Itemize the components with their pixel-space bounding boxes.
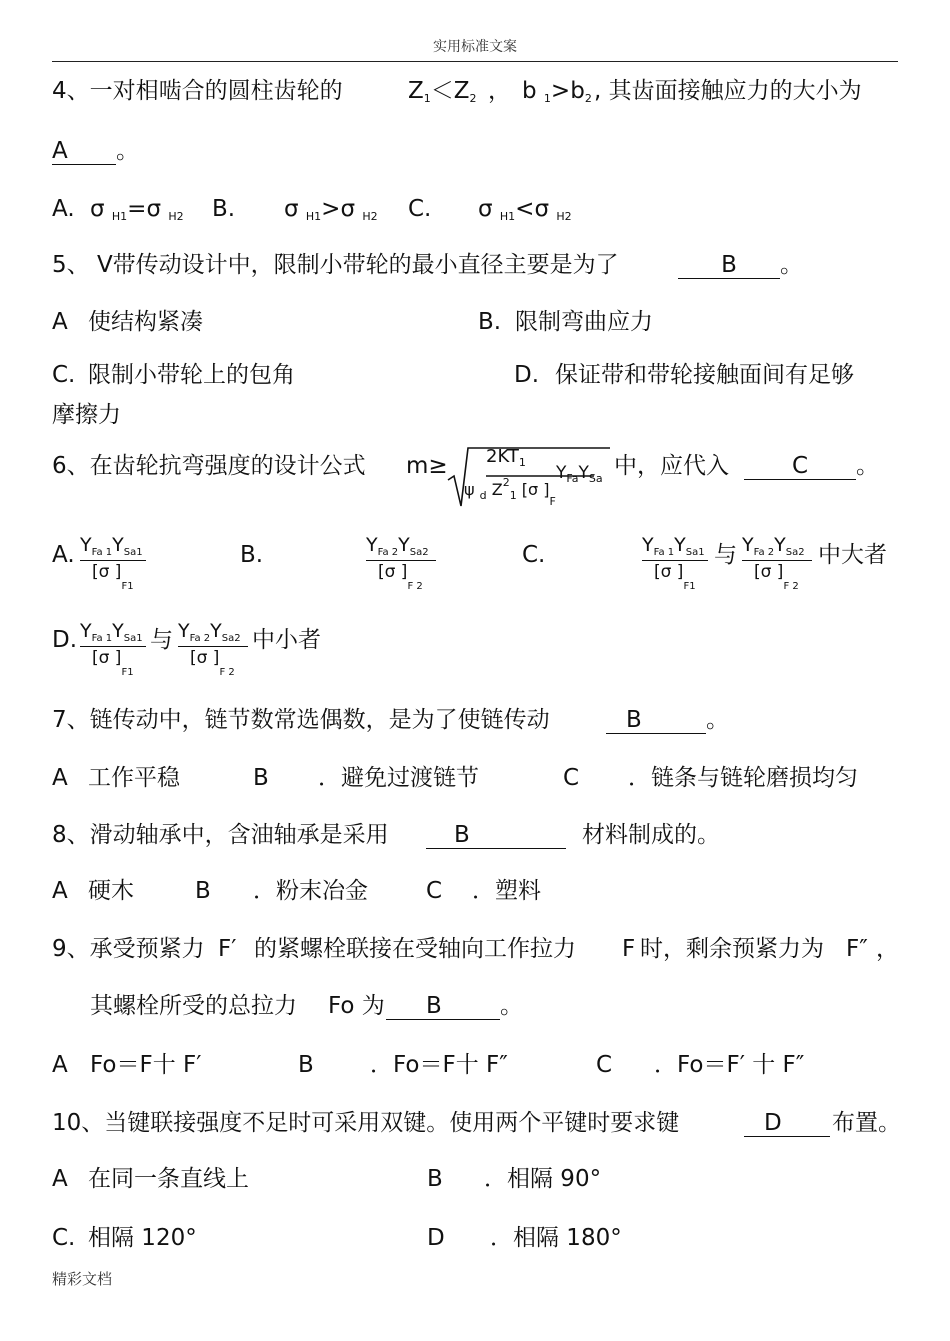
q8-option-a: 硬木: [88, 878, 134, 904]
q8-option-a-label: A: [52, 878, 68, 904]
q10-option-c: 相隔 120°: [88, 1225, 197, 1251]
q6-option-b-label: B.: [240, 542, 264, 568]
q6-answer: C: [744, 453, 856, 480]
q7-stem: 7、链传动中，链节数常选偶数，是为了使链传动: [52, 707, 550, 733]
q10-stem-tail: 布置。: [832, 1110, 901, 1136]
page-footer: 精彩文档: [52, 1270, 113, 1288]
q5-answer-line: B 。: [678, 250, 803, 280]
q6-option-b-fraction: $Y_{Fa 2}Y_{Sa2}$ [σ ]$_{F 2}$: [366, 534, 442, 592]
q10-option-b-label: B: [427, 1166, 443, 1192]
q10-option-a-label: A: [52, 1166, 68, 1192]
q10-option-c-label: C.: [52, 1225, 76, 1251]
q9-option-a-label: A: [52, 1052, 68, 1078]
q6-option-a-fraction: $Y_{Fa 1}Y_{Sa1}$ [σ ]$_{F1}$: [80, 534, 150, 592]
q6-formula-m: m≥: [406, 453, 448, 479]
q8-answer-line: [426, 820, 566, 850]
q6-formula-numerator: $2KT_1$: [486, 446, 526, 469]
q10-option-b: ．相隔 90°: [484, 1166, 602, 1192]
q6-option-a-label: A.: [52, 542, 75, 568]
q9-stem-1: 9、承受预紧力: [52, 936, 205, 962]
q6-option-c-fraction-1: $Y_{Fa 1}Y_{Sa1}$ [σ ]$_{F1}$: [642, 534, 712, 592]
q6-option-c-tail: 中大者: [818, 542, 887, 568]
q8-stem: 8、滑动轴承中，含油轴承是采用: [52, 822, 389, 848]
q6-option-d-label: D.: [52, 627, 78, 653]
q7-answer: B: [606, 707, 706, 734]
q6-option-c-fraction-2: $Y_{Fa 2}Y_{Sa2}$ [σ ]$_{F 2}$: [742, 534, 818, 592]
q5-option-d-label: D.: [514, 362, 540, 388]
q10-answer-line: [744, 1108, 830, 1138]
q6-stem-tail: 中，应代入: [614, 453, 729, 479]
q9-f: F: [622, 936, 636, 962]
q9-option-b: ．Fo＝F十 F″: [370, 1052, 508, 1078]
q6-option-d-fraction-2: $Y_{Fa 2}Y_{Sa2}$ [σ ]$_{F 2}$: [178, 620, 254, 678]
q4-comma: ，: [488, 78, 511, 104]
q9-stem-4: 其螺栓所受的总拉力: [90, 993, 297, 1019]
q6-option-c-yu: 与: [714, 542, 737, 568]
q9-option-a: Fo＝F十 F′: [90, 1052, 202, 1078]
q7-option-b: ．避免过渡链节: [318, 765, 479, 791]
q6-answer-line: C 。: [744, 451, 879, 481]
q4-b-relation: b 1>b2: [522, 78, 592, 105]
q9-fo: Fo 为: [328, 993, 385, 1019]
q6-formula-y-factors: $Y_{Fa}Y_{Sa}$: [556, 463, 603, 485]
q4-option-a-label: A.: [52, 196, 75, 222]
q5-option-c: 限制小带轮上的包角: [88, 362, 295, 388]
q6-option-d-fraction-1: $Y_{Fa 1}Y_{Sa1}$ [σ ]$_{F1}$: [80, 620, 150, 678]
q5-answer: B: [678, 252, 780, 279]
q5-option-b: 限制弯曲应力: [515, 309, 653, 335]
q10-option-d: ．相隔 180°: [490, 1225, 622, 1251]
q4-stem: 4、一对相啮合的圆柱齿轮的: [52, 78, 343, 104]
q9-answer-line: B 。: [386, 991, 523, 1021]
q9-stem-3: 时，剩余预紧力为: [640, 936, 824, 962]
page-header: 实用标准文案: [433, 39, 517, 55]
q8-option-b: ．粉末冶金: [253, 878, 368, 904]
q4-option-b-label: B.: [212, 196, 236, 222]
q4-option-c-label: C.: [408, 196, 432, 222]
q7-option-c-label: C: [563, 765, 580, 791]
q5-stem: 5、 V带传动设计中，限制小带轮的最小直径主要是为了: [52, 252, 619, 278]
q5-option-a: 使结构紧凑: [88, 309, 203, 335]
q4-z-relation: Z1＜Z2: [408, 78, 477, 105]
q8-option-b-label: B: [195, 878, 211, 904]
q5-option-c-label: C.: [52, 362, 76, 388]
q4-answer-line: A 。: [52, 138, 139, 164]
q10-answer: D: [744, 1110, 830, 1137]
q7-answer-line: B 。: [606, 705, 729, 735]
q5-option-d-continued: 摩擦力: [52, 402, 121, 428]
q4-option-b: σ H1>σ H2: [284, 196, 378, 223]
q7-option-c: ．链条与链轮磨损均匀: [628, 765, 858, 791]
q6-option-c-label: C.: [522, 542, 546, 568]
q7-option-a: 工作平稳: [88, 765, 180, 791]
q5-option-b-label: B.: [478, 309, 502, 335]
q9-option-c-label: C: [596, 1052, 613, 1078]
q7-option-a-label: A: [52, 765, 68, 791]
q10-option-a: 在同一条直线上: [88, 1166, 249, 1192]
header-rule: [52, 61, 898, 62]
q8-stem-tail: 材料制成的。: [582, 822, 720, 848]
q8-answer: B: [426, 822, 566, 849]
q5-option-d: 保证带和带轮接触面间有足够: [555, 362, 854, 388]
q10-stem: 10、当键联接强度不足时可采用双键。使用两个平键时要求键: [52, 1110, 680, 1136]
q9-f-prime: F′: [218, 936, 237, 962]
q6-option-d-yu: 与: [150, 627, 173, 653]
q6-option-d-tail: 中小者: [252, 627, 321, 653]
q4-stem-tail: , 其齿面接触应力的大小为: [594, 78, 862, 104]
q6-stem: 6、在齿轮抗弯强度的设计公式: [52, 453, 366, 479]
q9-stem-2: 的紧螺栓联接在受轴向工作拉力: [254, 936, 576, 962]
q9-answer: B: [386, 993, 500, 1020]
q8-option-c-label: C: [426, 878, 443, 904]
q9-f-double-prime: F″: [846, 936, 868, 962]
q4-option-a: σ H1=σ H2: [90, 196, 184, 223]
q8-option-c: ．塑料: [472, 878, 541, 904]
q7-option-b-label: B: [253, 765, 269, 791]
q4-answer: A: [52, 138, 116, 165]
q9-option-c: ．Fo＝F′ 十 F″: [654, 1052, 805, 1078]
q4-option-c: σ H1<σ H2: [478, 196, 572, 223]
q9-comma: ，: [876, 936, 899, 962]
q9-option-b-label: B: [298, 1052, 314, 1078]
q5-option-a-label: A: [52, 309, 68, 335]
q10-option-d-label: D: [427, 1225, 445, 1251]
q6-formula-denominator: ψ $_d$ $Z^2_1$ [σ ]$_F$: [464, 476, 556, 508]
